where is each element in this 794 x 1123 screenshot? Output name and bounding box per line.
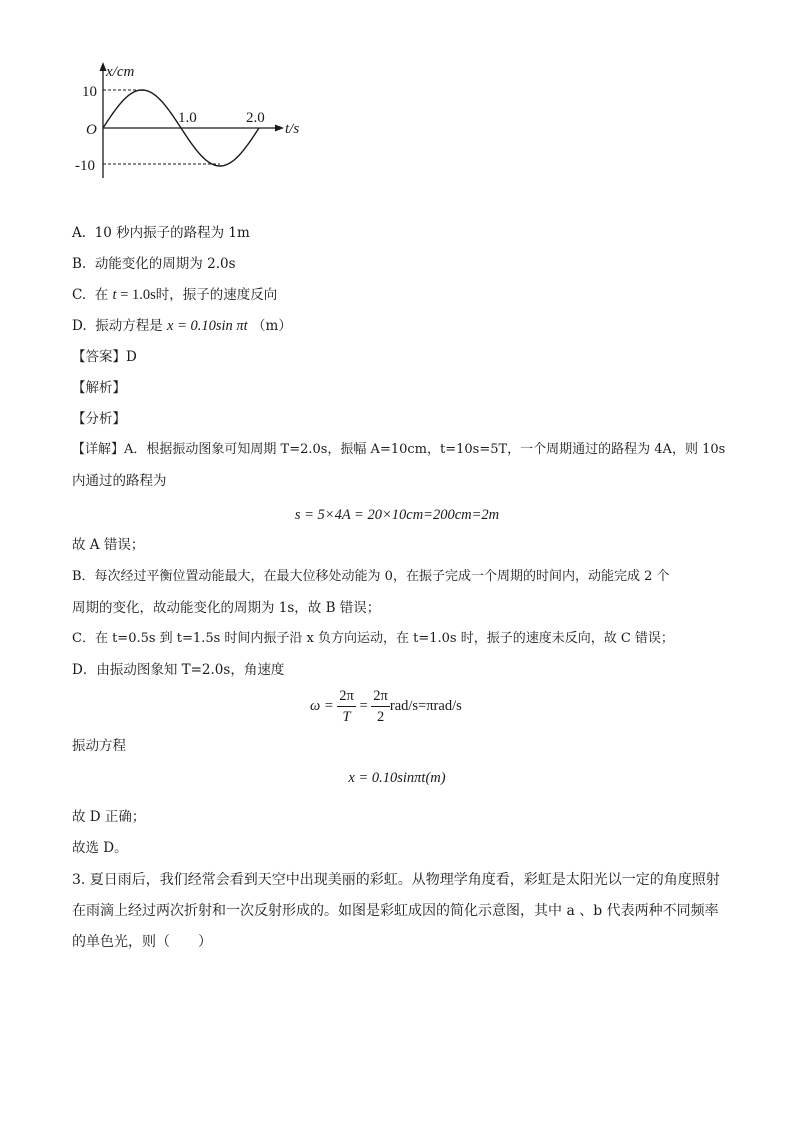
question-3-line-3: 的单色光，则（ ） bbox=[72, 934, 212, 950]
option-c-post: 时，振子的速度反向 bbox=[155, 287, 278, 303]
fraction-1-denominator: T bbox=[342, 708, 351, 725]
omega-tail: rad/s=πrad/s bbox=[389, 697, 462, 714]
final-answer: 故选 D。 bbox=[72, 840, 128, 856]
vibration-graph bbox=[70, 58, 320, 188]
option-a bbox=[72, 223, 250, 243]
detail-line-1: 【详解】A．根据振动图象可知周期 T=2.0s，振幅 A=10cm，t=10s=5T，一个周期通过的路程为 4A，则 10s bbox=[72, 442, 726, 457]
option-d-unit: （m） bbox=[252, 318, 292, 334]
vibration-equation-label: 振动方程 bbox=[72, 738, 126, 754]
answer: 【答案】D bbox=[72, 349, 137, 365]
option-b-text: 动能变化的周期为 2.0s bbox=[94, 256, 236, 272]
y-axis-label: x/cm bbox=[106, 64, 135, 80]
option-a-text: 10 秒内振子的路程为 1m bbox=[94, 225, 250, 241]
option-c-equation: = 1.0s bbox=[116, 287, 156, 303]
option-d-pre: 振动方程是 bbox=[95, 318, 163, 334]
origin-label: O bbox=[86, 122, 97, 138]
x-axis-label: t/s bbox=[285, 121, 300, 137]
fraction-1-numerator: 2π bbox=[337, 686, 356, 707]
conclusion-a: 故 A 错误； bbox=[72, 537, 145, 553]
tick-label-t1: 1.0 bbox=[178, 110, 197, 126]
tick-label-pos: 10 bbox=[82, 84, 97, 100]
question-3-line-2: 在雨滴上经过两次折射和一次反射形成的。如图是彩虹成因的简化示意图，其中 a 、b 代表两种不同频率 bbox=[72, 903, 719, 919]
equals-sign: = bbox=[359, 697, 368, 714]
option-b bbox=[72, 254, 236, 274]
fraction-2-denominator: 2 bbox=[376, 708, 385, 725]
x-axis-arrow bbox=[275, 125, 284, 132]
equation-vibration: x = 0.10sinπt(m) bbox=[348, 770, 446, 786]
option-b-label: B. bbox=[72, 256, 87, 272]
option-c-pre: 在 bbox=[94, 287, 109, 303]
option-c-variable: t bbox=[112, 287, 117, 303]
analysis-tag: 【解析】 bbox=[72, 380, 126, 396]
equation-distance: s = 5×4A = 20×10cm=200cm=2m bbox=[294, 507, 500, 523]
option-d-equation: x = 0.10sin πt bbox=[167, 318, 248, 334]
detail-line-2: 内通过的路程为 bbox=[72, 473, 167, 489]
fraction-1 bbox=[337, 686, 356, 727]
question-3-line-1: 3. 夏日雨后，我们经常会看到天空中出现美丽的彩虹。从物理学角度看，彩虹是太阳光以一定的角度照射 bbox=[72, 872, 720, 888]
option-c bbox=[72, 285, 277, 305]
conclusion-d: 故 D 正确； bbox=[72, 809, 146, 825]
option-d-label: D. bbox=[72, 318, 87, 334]
omega-symbol: ω = bbox=[310, 697, 334, 714]
tick-label-neg: -10 bbox=[75, 158, 95, 174]
fraction-2-numerator: 2π bbox=[371, 686, 390, 707]
fenxi-tag: 【分析】 bbox=[72, 411, 126, 427]
detail-d-line: D．由振动图象知 T=2.0s，角速度 bbox=[72, 662, 285, 678]
tick-label-t2: 2.0 bbox=[246, 110, 265, 126]
fraction-2 bbox=[371, 686, 390, 727]
option-a-label: A. bbox=[72, 225, 87, 241]
detail-b-line-2: 周期的变化，故动能变化的周期为 1s，故 B 错误； bbox=[72, 600, 381, 616]
detail-b-line-1: B．每次经过平衡位置动能最大，在最大位移处动能为 0，在振子完成一个周期的时间内，动能完成 2 个 bbox=[72, 569, 670, 584]
detail-c-line: C．在 t=0.5s 到 t=1.5s 时间内振子沿 x 负方向运动，在 t=1.0s 时，振子的速度未反向，故 C 错误； bbox=[72, 631, 674, 646]
equation-omega bbox=[310, 684, 462, 728]
option-c-label: C. bbox=[72, 287, 87, 303]
option-d bbox=[72, 316, 292, 336]
